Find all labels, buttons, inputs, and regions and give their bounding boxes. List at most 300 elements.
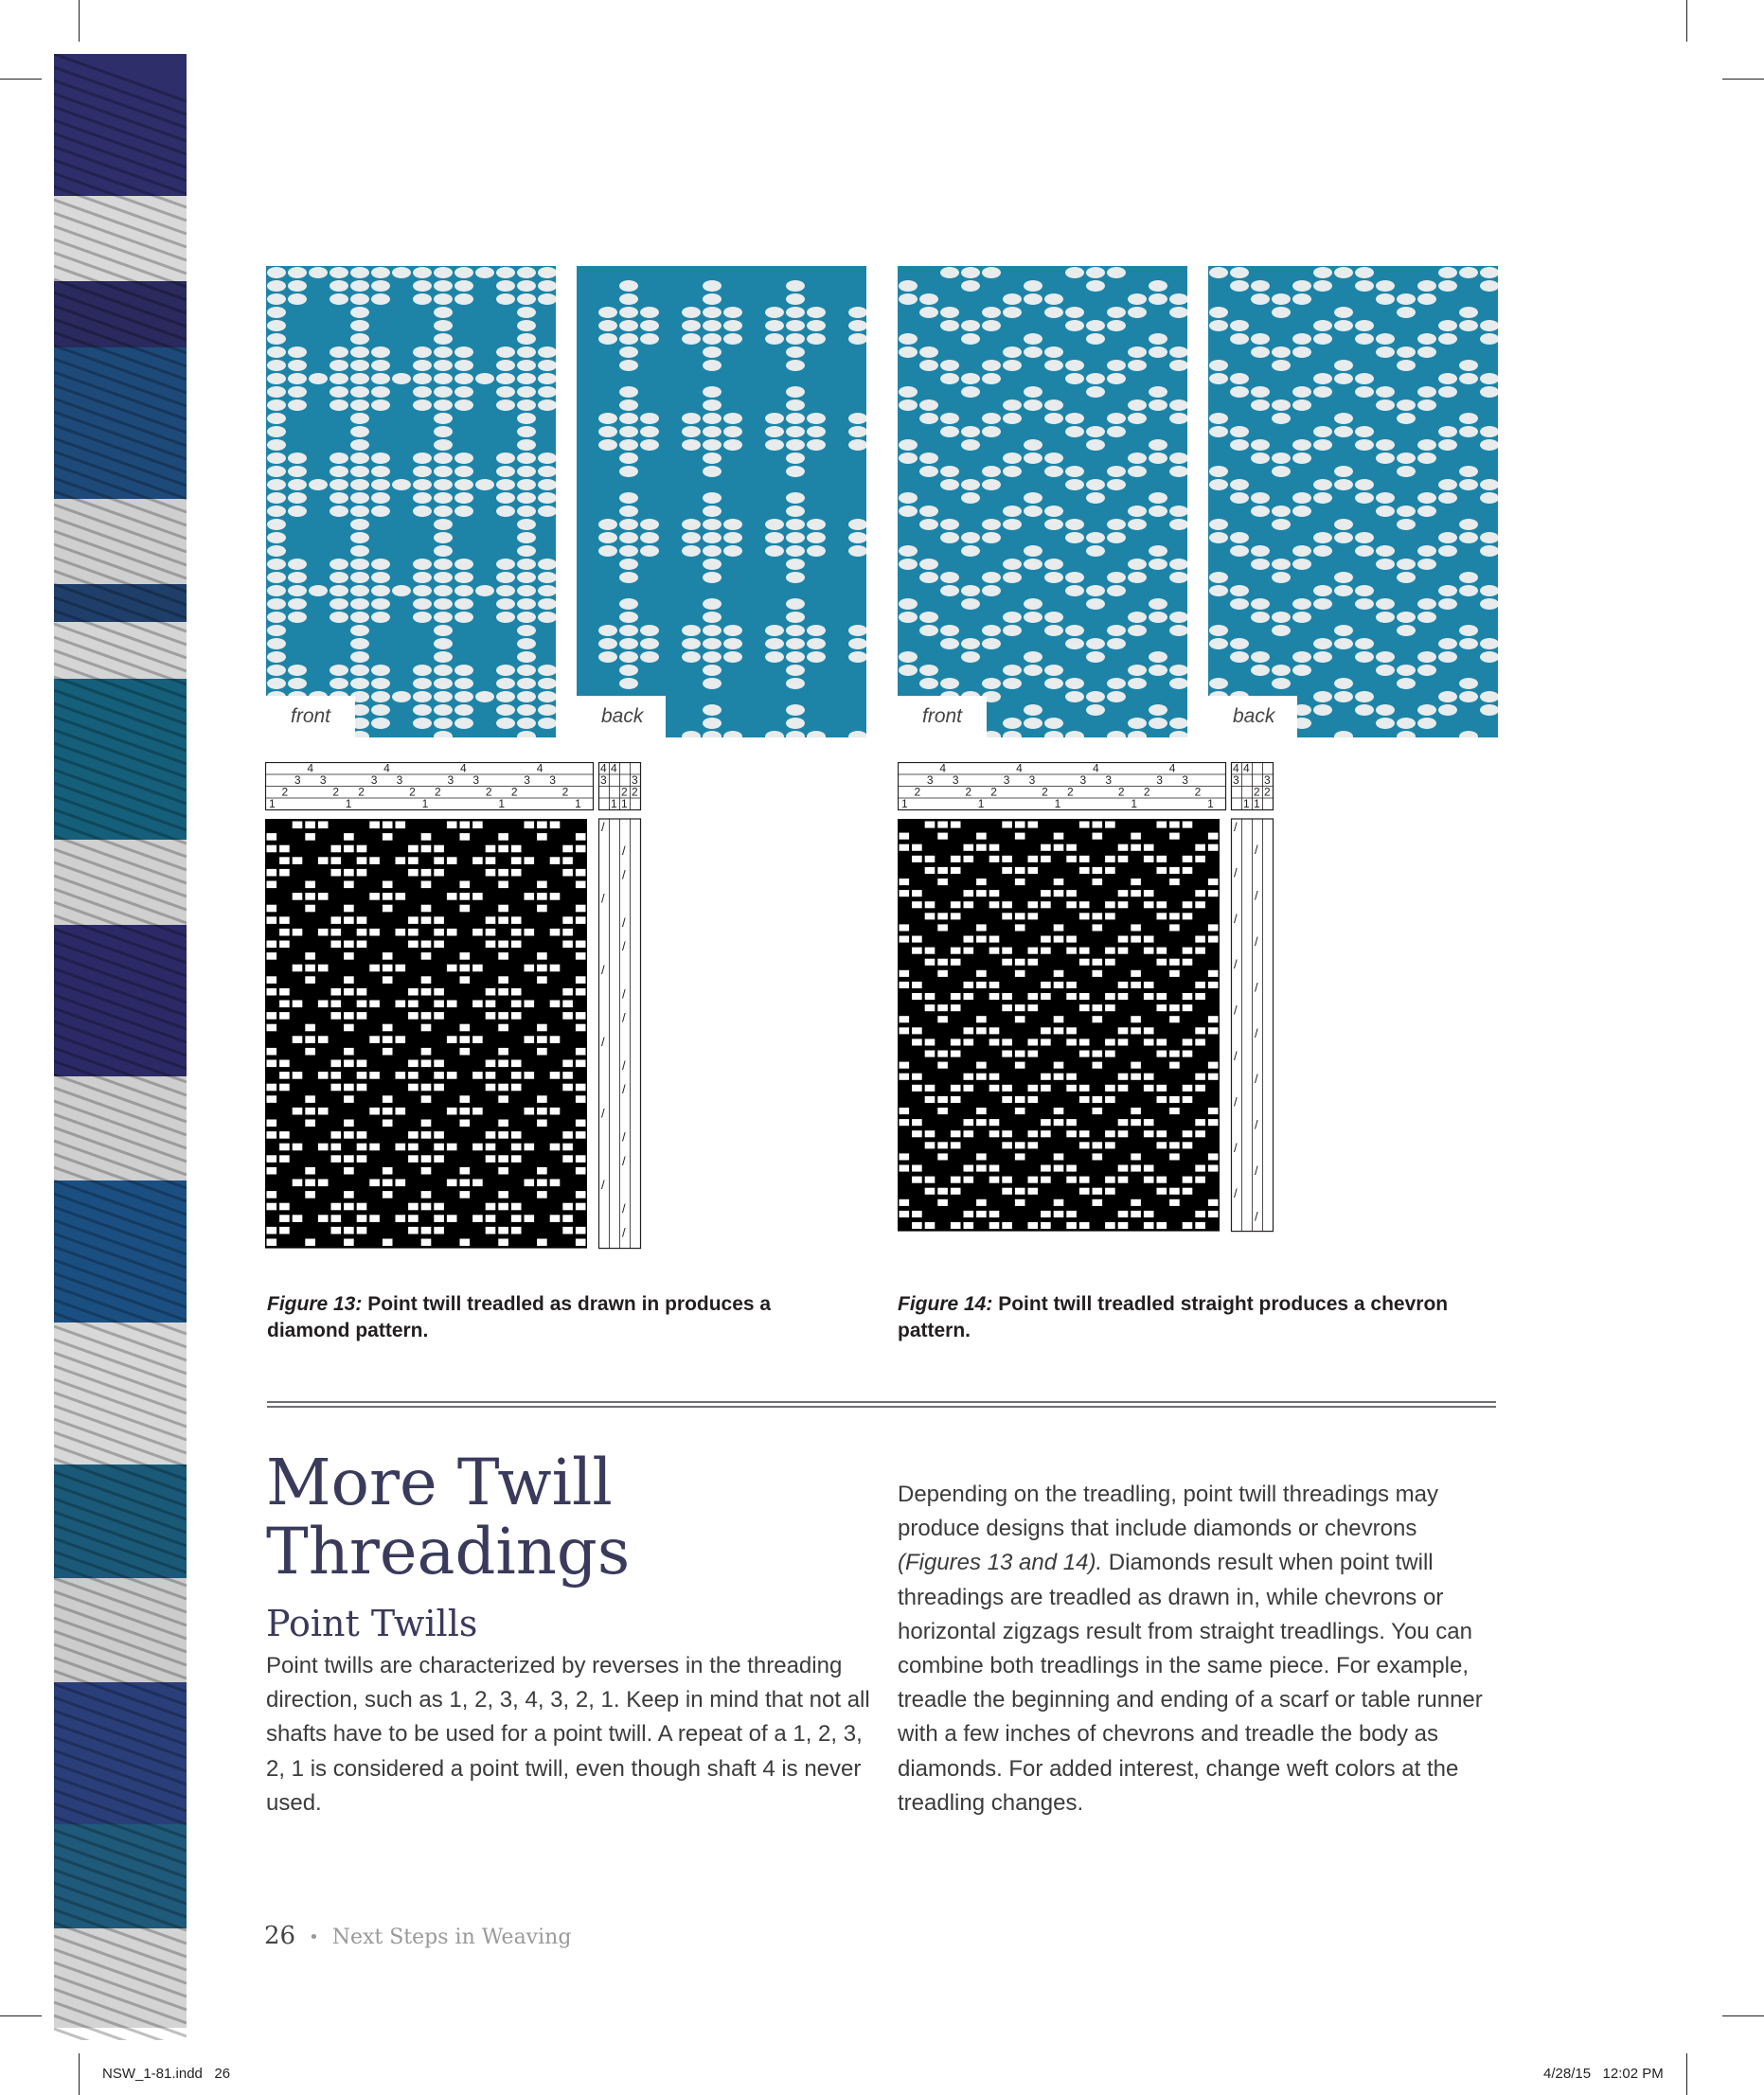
drawdown-weft-float xyxy=(396,857,406,864)
drawdown-weft-float xyxy=(498,952,508,960)
swatch-float xyxy=(1417,346,1436,358)
threading-number: 2 xyxy=(1143,785,1150,799)
drawdown-weft-float xyxy=(1028,1188,1039,1195)
threading-number: 1 xyxy=(345,797,352,810)
page-footer xyxy=(264,1922,571,1950)
drawdown-weft-float xyxy=(925,1130,935,1137)
swatch-float xyxy=(1251,399,1270,411)
swatch-float xyxy=(330,479,348,490)
drawdown-weft-float xyxy=(1118,1177,1129,1183)
drawdown-weft-float xyxy=(498,1012,508,1020)
swatch-float xyxy=(899,506,918,517)
swatch-float xyxy=(1376,439,1395,451)
swatch-float xyxy=(598,333,617,345)
drawdown-weft-float xyxy=(964,1177,974,1183)
swatch-float xyxy=(413,704,432,716)
drawdown-weft-float xyxy=(1002,867,1012,874)
swatch-float xyxy=(1313,704,1332,716)
drawdown-weft-float xyxy=(383,1180,393,1187)
swatch-float xyxy=(1459,320,1478,331)
drawdown-weft-float xyxy=(1144,936,1154,943)
swatch-float xyxy=(413,506,432,517)
swatch-float xyxy=(786,320,805,331)
swatch-float xyxy=(517,346,536,358)
drawdown-weft-float xyxy=(1054,970,1064,977)
drawdown-weft-float xyxy=(318,857,329,864)
drawdown-weft-float xyxy=(912,948,922,954)
swatch-float xyxy=(517,678,536,689)
swatch-float xyxy=(1044,307,1063,318)
drawdown-weft-float xyxy=(408,941,419,949)
swatch-float xyxy=(1149,559,1167,570)
swatch-float xyxy=(961,439,980,451)
drawdown-weft-float xyxy=(1208,1153,1219,1160)
tieup-number: 2 xyxy=(632,785,638,799)
swatch-float xyxy=(1355,267,1374,278)
swatch-float xyxy=(1024,293,1042,305)
swatch-float xyxy=(413,293,432,305)
swatch-float xyxy=(940,426,959,437)
swatch-float xyxy=(1128,307,1147,318)
drawdown-weft-float xyxy=(1169,970,1180,977)
drawdown-weft-float xyxy=(344,1203,354,1211)
threading-number: 4 xyxy=(383,762,390,775)
swatch-float xyxy=(350,373,369,384)
drawdown-weft-float xyxy=(925,1142,935,1148)
tieup-number: 1 xyxy=(611,797,617,810)
swatch-float xyxy=(1230,439,1249,451)
swatch-float xyxy=(1149,545,1167,557)
crop-mark xyxy=(79,2053,80,2095)
swatch-float xyxy=(1149,280,1167,292)
drawdown-weft-float xyxy=(1066,1085,1077,1092)
drawdown-weft-float xyxy=(472,1001,483,1008)
swatch-float xyxy=(454,598,473,610)
drawdown-weft-float xyxy=(383,1239,393,1247)
swatch-float xyxy=(961,651,980,663)
swatch-float xyxy=(640,638,659,649)
swatch-float xyxy=(786,718,805,729)
swatch-float xyxy=(1438,373,1457,384)
swatch-float xyxy=(1003,678,1022,689)
swatch-float xyxy=(1065,307,1084,318)
swatch-float xyxy=(899,453,918,464)
swatch-float xyxy=(1272,413,1291,424)
swatch-float xyxy=(350,346,369,358)
drawdown-weft-float xyxy=(1157,913,1167,919)
drawdown-weft-float xyxy=(925,901,935,908)
swatch-float xyxy=(1292,399,1311,411)
swatch-float xyxy=(1024,399,1042,411)
swatch-float xyxy=(1355,598,1374,610)
swatch-float xyxy=(786,704,805,716)
swatch-float xyxy=(1397,307,1416,318)
swatch-float xyxy=(723,545,742,557)
swatch-float xyxy=(1417,665,1436,676)
drawdown-weft-float xyxy=(498,1048,508,1056)
swatch-float xyxy=(703,519,722,530)
swatch-float xyxy=(899,386,918,398)
drawdown-weft-float xyxy=(925,1222,935,1229)
drawdown-weft-float xyxy=(912,1211,922,1217)
drawdown-weft-float xyxy=(498,1227,508,1234)
swatch-float xyxy=(288,346,307,358)
drawdown-weft-float xyxy=(525,857,535,864)
swatch-float xyxy=(1251,280,1270,292)
drawdown-weft-float xyxy=(951,1188,961,1195)
swatch-float xyxy=(1417,598,1436,610)
drawdown-weft-float xyxy=(1118,1085,1129,1092)
drawdown-weft-float xyxy=(369,1001,380,1008)
swatch-float xyxy=(619,572,638,583)
threading-number: 3 xyxy=(370,773,378,787)
swatch-float xyxy=(786,638,805,649)
drawdown-weft-float xyxy=(511,988,522,996)
drawdown-weft-float xyxy=(434,929,444,936)
swatch-float xyxy=(1397,559,1416,570)
drawdown-weft-float xyxy=(937,822,948,828)
swatch-float xyxy=(1003,572,1022,583)
swatch-float xyxy=(434,346,453,358)
swatch-float xyxy=(703,612,722,623)
drawdown-weft-float xyxy=(331,1084,342,1092)
drawdown-weft-float xyxy=(318,929,329,936)
swatch-float xyxy=(434,625,453,636)
drawdown-weft-float xyxy=(951,948,961,954)
swatch-float xyxy=(413,466,432,477)
drawdown-weft-float xyxy=(383,1120,393,1127)
drawdown-weft-float xyxy=(1105,1130,1115,1137)
drawdown-weft-float xyxy=(1066,948,1077,954)
swatch-float xyxy=(1128,718,1147,729)
drawdown-weft-float xyxy=(976,890,987,897)
drawdown-weft-float xyxy=(1002,1177,1012,1183)
swatch-float xyxy=(350,413,369,424)
tieup-number: 1 xyxy=(1254,797,1260,810)
swatch-float xyxy=(1376,453,1395,464)
swatch-float xyxy=(1376,559,1395,570)
drawdown-weft-float xyxy=(1208,1119,1219,1126)
swatch-float xyxy=(1086,267,1105,278)
treadling-mark: / xyxy=(622,1058,626,1073)
drawdown-weft-float xyxy=(1105,959,1115,966)
drawdown-weft-float xyxy=(344,869,354,877)
swatch-float xyxy=(434,718,453,729)
swatch-float xyxy=(1417,333,1436,345)
treadling-mark: / xyxy=(1234,911,1238,926)
swatch-float xyxy=(371,612,390,623)
swatch-float xyxy=(982,426,1001,437)
drawdown-weft-float xyxy=(1144,948,1154,954)
treadling-mark: / xyxy=(1234,1094,1238,1110)
swatch-float xyxy=(640,426,659,437)
swatch-float xyxy=(1003,413,1022,424)
swatch-float xyxy=(1459,519,1478,530)
swatch-float xyxy=(1209,466,1228,477)
swatch-float xyxy=(1417,386,1436,398)
drawdown-weft-float xyxy=(951,1051,961,1057)
swatch-float xyxy=(1334,479,1353,490)
swatch-float xyxy=(682,307,701,318)
swatch-float xyxy=(1149,598,1167,610)
swatch-float xyxy=(517,333,536,345)
woven-band-image xyxy=(54,54,187,2040)
drawdown-weft-float xyxy=(576,869,586,877)
swatch-float xyxy=(723,333,742,345)
drawdown-weft-float xyxy=(576,905,586,913)
drawdown-weft-float xyxy=(1105,901,1115,908)
swatch-float xyxy=(919,625,938,636)
swatch-float xyxy=(786,386,805,398)
drawdown-weft-float xyxy=(408,1155,419,1163)
swatch-float xyxy=(1334,426,1353,437)
drawdown-weft-float xyxy=(989,901,1000,908)
treadling-mark: / xyxy=(622,1153,626,1168)
swatch-float xyxy=(786,439,805,451)
swatch-float xyxy=(723,439,742,451)
swatch-float xyxy=(1003,346,1022,358)
swatch-float xyxy=(517,572,536,583)
drawdown-weft-float xyxy=(498,905,508,913)
swatch-float xyxy=(1292,545,1311,557)
drawdown-weft-float xyxy=(1183,948,1193,954)
drawdown-weft-float xyxy=(511,1060,522,1068)
swatch-float xyxy=(1438,267,1457,278)
drawdown-weft-float xyxy=(951,867,961,874)
swatch-float xyxy=(330,492,348,504)
drawdown-weft-float xyxy=(1208,1199,1219,1206)
swatch-float xyxy=(267,545,286,557)
swatch-float xyxy=(1417,545,1436,557)
swatch-float xyxy=(288,572,307,583)
swatch-float xyxy=(765,638,784,649)
swatch-float xyxy=(1065,360,1084,371)
swatch-float xyxy=(267,293,286,305)
drawdown-weft-float xyxy=(912,844,922,851)
drawdown-weft-float xyxy=(976,936,987,943)
drawdown-weft-float xyxy=(486,1084,496,1092)
swatch-float xyxy=(1397,346,1416,358)
swatch-float xyxy=(350,479,369,490)
swatch-float xyxy=(1209,585,1228,596)
drawdown-weft-float xyxy=(357,1203,367,1211)
drawdown-weft-float xyxy=(537,1120,547,1127)
drawdown-weft-float xyxy=(396,822,406,829)
drawdown-weft-float xyxy=(357,916,367,924)
drawdown-weft-float xyxy=(1169,867,1180,874)
swatch-float xyxy=(919,572,938,583)
swatch-float xyxy=(267,346,286,358)
swatch-float xyxy=(413,280,432,292)
swatch-float xyxy=(919,360,938,371)
swatch-float xyxy=(619,665,638,676)
drawdown-weft-float xyxy=(912,1165,922,1172)
swatch-float xyxy=(703,307,722,318)
swatch-float xyxy=(1334,320,1353,331)
footer-separator: • xyxy=(309,1926,319,1947)
swatch-float xyxy=(1334,373,1353,384)
drawdown-weft-float xyxy=(498,941,508,949)
swatch-float xyxy=(1272,293,1291,305)
drawdown-weft-float xyxy=(1002,822,1012,828)
swatch-float xyxy=(1459,267,1478,278)
drawdown-weft-float xyxy=(1015,924,1025,931)
swatch-float xyxy=(1376,545,1395,557)
swatch-float xyxy=(703,280,722,292)
swatch-float xyxy=(619,506,638,517)
crop-mark xyxy=(0,79,42,80)
swatch-float xyxy=(350,386,369,398)
swatch-float xyxy=(267,426,286,437)
drawdown-weft-float xyxy=(434,1155,444,1163)
swatch-float xyxy=(1209,532,1228,543)
swatch-float xyxy=(1397,360,1416,371)
drawdown-weft-float xyxy=(1183,1188,1193,1195)
swatch-float xyxy=(1459,691,1478,702)
drawdown-weft-float xyxy=(925,948,935,954)
drawdown-weft-float xyxy=(293,1108,303,1115)
drawdown-weft-float xyxy=(925,1188,935,1195)
drawdown-weft-float xyxy=(279,857,290,864)
drawdown-weft-float xyxy=(460,1095,471,1103)
swatch-float xyxy=(1128,519,1147,530)
drawdown-weft-float xyxy=(576,1120,586,1127)
drawdown-weft-float xyxy=(357,1144,367,1151)
swatch-float xyxy=(517,386,536,398)
drawdown-weft-float xyxy=(279,1155,290,1163)
swatch-float xyxy=(619,346,638,358)
drawdown-weft-float xyxy=(1208,982,1219,988)
swatch-float xyxy=(1376,665,1395,676)
swatch-float xyxy=(413,665,432,676)
drawdown-weft-float xyxy=(989,1165,1000,1172)
drawdown-weft-float xyxy=(344,1095,354,1103)
drawdown-weft-float xyxy=(989,1027,1000,1034)
drawdown-weft-float xyxy=(900,1165,910,1172)
drawdown-weft-float xyxy=(421,1239,432,1247)
drawdown-weft-float xyxy=(344,1120,354,1127)
treadling-mark: / xyxy=(622,1129,626,1145)
drawdown-weft-float xyxy=(357,1131,367,1139)
swatch-float xyxy=(267,559,286,570)
section-divider xyxy=(267,1401,1496,1403)
swatch-float xyxy=(1107,638,1126,649)
threading-number: 1 xyxy=(1207,797,1214,810)
drawdown-weft-float xyxy=(369,1036,380,1043)
swatch-float xyxy=(899,559,918,570)
swatch-float xyxy=(1024,333,1042,345)
swatch-float xyxy=(1128,612,1147,623)
swatch-float xyxy=(1438,492,1457,504)
drawdown-weft-float xyxy=(305,952,315,960)
drawdown-weft-float xyxy=(550,929,561,936)
swatch-float xyxy=(454,572,473,583)
swatch-float xyxy=(350,598,369,610)
drawdown-weft-float xyxy=(1041,856,1051,862)
drawdown-weft-float xyxy=(976,844,987,851)
body-paragraph: Point twills are characterized by reverses in the threading direction, such as 1, 2, 3, 4, 3, 2, 1. Keep in mind that not all shafts have to be used for a point twill. A repeat of a 1, 2, 3, 2, 1 is considered a point twill, even though shaft 4 is never used. xyxy=(266,1653,870,1816)
drawdown-weft-float xyxy=(1079,913,1090,919)
drawdown-weft-float xyxy=(486,929,496,936)
drawdown-weft-float xyxy=(421,941,432,949)
drawdown-weft-float xyxy=(1195,1177,1205,1183)
drawdown-weft-float xyxy=(279,1001,290,1008)
drawdown-weft-float xyxy=(1079,1004,1090,1011)
drawdown-weft-float xyxy=(1093,833,1103,840)
treadling-mark: / xyxy=(601,1106,605,1121)
drawdown-weft-float xyxy=(1118,1222,1129,1229)
treadling-mark: / xyxy=(601,1178,605,1192)
swatch-float xyxy=(682,333,701,345)
drawdown-weft-float xyxy=(925,1039,935,1045)
drawdown-weft-float xyxy=(421,1048,432,1056)
swatch-float xyxy=(371,373,390,384)
swatch-float xyxy=(1230,492,1249,504)
drawdown-weft-float xyxy=(408,988,419,996)
drawdown-weft-float xyxy=(369,929,380,936)
drawdown-weft-float xyxy=(1041,1177,1051,1183)
swatch-float xyxy=(434,572,453,583)
threading-number: 2 xyxy=(1067,785,1074,799)
drawdown-weft-float xyxy=(279,1072,290,1079)
swatch-float xyxy=(982,625,1001,636)
swatch-float xyxy=(434,307,453,318)
tieup-number: 4 xyxy=(1233,762,1239,775)
swatch-float xyxy=(786,399,805,411)
swatch-float xyxy=(1086,532,1105,543)
drawdown-weft-float xyxy=(369,1215,380,1222)
drawdown-weft-float xyxy=(434,1072,444,1079)
swatch-float xyxy=(682,320,701,331)
drawdown-weft-float xyxy=(472,1108,483,1115)
threading-number: 1 xyxy=(269,797,276,810)
swatch-float xyxy=(919,453,938,464)
swatch-float xyxy=(1209,307,1228,318)
swatch-float xyxy=(1086,479,1105,490)
drawdown-weft-float xyxy=(1054,844,1064,851)
drawdown-weft-float xyxy=(408,1131,419,1139)
swatch-float xyxy=(517,479,536,490)
drawdown-weft-float xyxy=(976,833,987,840)
drawdown-weft-float xyxy=(1002,1085,1012,1092)
drawdown-weft-float xyxy=(1144,856,1154,862)
drawdown-weft-float xyxy=(305,822,315,829)
drawdown-weft-float xyxy=(1131,1153,1141,1160)
swatch-float xyxy=(392,479,411,490)
drawdown-weft-float xyxy=(976,1074,987,1080)
swatch-float xyxy=(1376,704,1395,716)
drawdown-weft-float xyxy=(1105,867,1115,874)
drawdown-weft-float xyxy=(267,1012,277,1020)
drawdown-weft-float xyxy=(460,1108,471,1115)
drawdown-weft-float xyxy=(964,948,974,954)
drawdown-weft-float xyxy=(1169,822,1180,828)
swatch-float xyxy=(1459,479,1478,490)
drawdown-weft-float xyxy=(318,1180,329,1187)
drawdown-weft-float xyxy=(447,929,457,936)
swatch-float xyxy=(350,585,369,596)
drawdown-weft-float xyxy=(460,952,471,960)
swatch-float xyxy=(330,506,348,517)
drawdown-weft-float xyxy=(550,822,561,829)
swatch-float xyxy=(1355,373,1374,384)
drawdown-weft-float xyxy=(537,1095,547,1103)
swatch-float xyxy=(1376,718,1395,729)
drawdown-weft-float xyxy=(1195,1027,1205,1034)
swatch-float xyxy=(640,545,659,557)
drawdown-weft-float xyxy=(1144,1027,1154,1034)
drawdown-weft-float xyxy=(331,916,342,924)
